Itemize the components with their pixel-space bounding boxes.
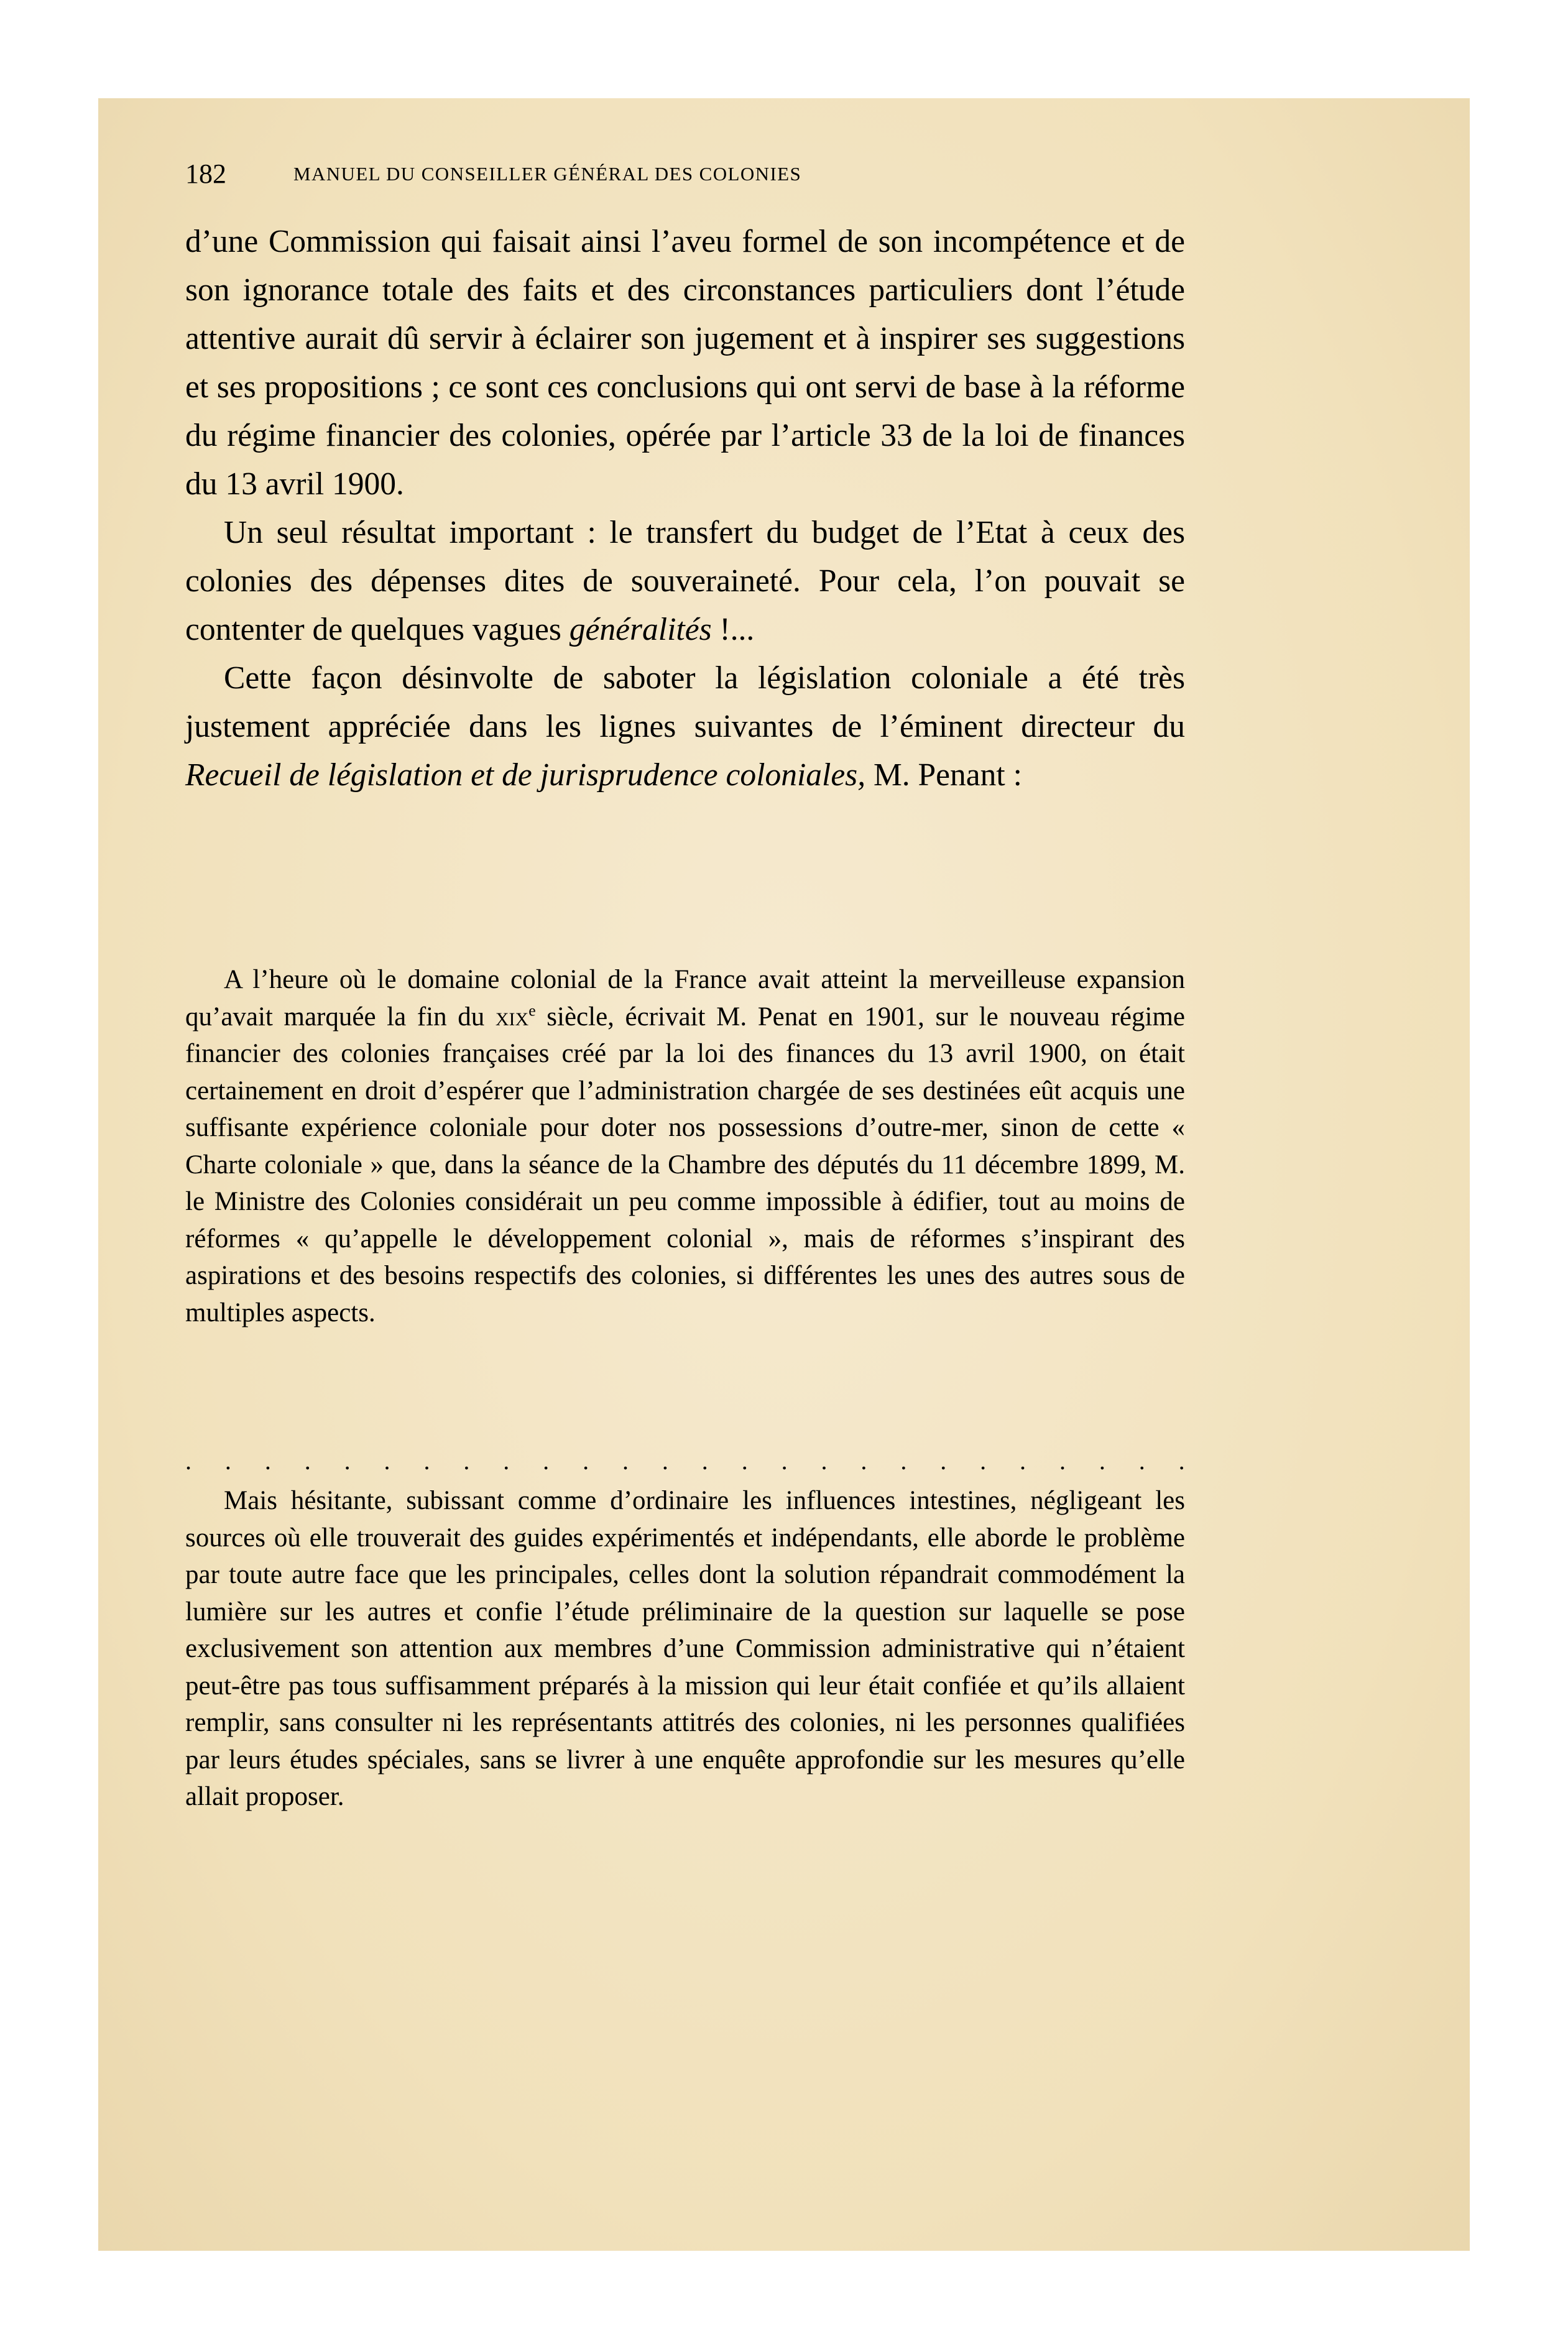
ellipsis-dot: .	[980, 1449, 987, 1474]
century-numeral: xix	[495, 1002, 529, 1031]
paragraph-3-italic: Recueil de législation et de jurisprudence coloniales,	[185, 757, 866, 793]
ellipsis-dot: .	[264, 1449, 271, 1474]
paragraph-2-text: Un seul résultat important : le transfert du budget de l’Etat à ceux des colonies des dépenses dites de souveraineté. Pour cela, l’on pouvait se contenter de quelques vagues	[185, 515, 1185, 647]
ellipsis-dot: .	[1020, 1449, 1026, 1474]
running-head	[185, 155, 1185, 193]
paragraph-3-end: M. Penant :	[865, 757, 1022, 793]
quote-paragraph-1	[185, 961, 1185, 1331]
ellipsis-dot: .	[821, 1449, 828, 1474]
ellipsis-dot: .	[185, 1449, 191, 1474]
ellipsis-dot: .	[781, 1449, 788, 1474]
ellipsis-dot: .	[1059, 1449, 1066, 1474]
ellipsis-dot: .	[940, 1449, 947, 1474]
quote-paragraph-2: Mais hésitante, subissant comme d’ordinaire les influences intestines, négligeant les sources où elle trouverait des guides expérimentés et indépendants, elle aborde le problème par toute autre face que les principales, celles dont la solution répandrait commodément la lumière sur les autres et confie l’étude préliminaire de la question sur laquelle se pose exclusivement son attention aux membres d’une Commission administrative qui n’étaient peut-être pas tous suffisamment préparés à la mission qui leur était confiée et qu’ils allaient remplir, sans consulter ni les représentants attitrés des colonies, ni les personnes qualifiées par leurs études spéciales, sans se livrer à une enquête approfondie sur les mesures qu’elle allait proposer.	[185, 1486, 1185, 1811]
ellipsis-dot: .	[741, 1449, 748, 1474]
ellipsis-dot: .	[701, 1449, 708, 1474]
running-title: MANUEL DU CONSEILLER GÉNÉRAL DES COLONIES	[293, 163, 802, 185]
ellipsis-dot: .	[503, 1449, 510, 1474]
paragraph-3-text: Cette façon désinvolte de saboter la législation coloniale a été très justement appréciée dans les lignes suivantes de l’éminent directeur du	[185, 660, 1185, 744]
ellipsis-dot: .	[900, 1449, 907, 1474]
ellipsis-dot: .	[1099, 1449, 1105, 1474]
paragraph-1: d’une Commission qui faisait ainsi l’aveu formel de son incompétence et de son ignorance totale des faits et des circonstances particuliers dont l’étude attentive aurait dû servir à éclairer son jugement et à inspirer ses suggestions et ses propositions ; ce sont ces conclusions qui ont servi de base à la réforme du régime financier des colonies, opérée par l’article 33 de la loi de finances du 13 avril 1900.	[185, 224, 1185, 502]
quote-1-before: A l’heure où le domaine colonial de la France avait atteint la merveilleuse expansion qu’avait marquée la fin du	[185, 965, 1185, 1031]
ellipsis-dot: .	[662, 1449, 668, 1474]
ellipsis-dot: .	[622, 1449, 629, 1474]
century-superscript: e	[528, 1001, 536, 1020]
ellipsis-dot: .	[543, 1449, 550, 1474]
paragraph-2-italic: généralités	[569, 612, 712, 647]
ellipsis-dot: .	[860, 1449, 867, 1474]
paragraph-2-end: !...	[711, 612, 755, 647]
ellipsis-dot: .	[384, 1449, 390, 1474]
ellipsis-dot: .	[463, 1449, 470, 1474]
ellipsis-dot: .	[344, 1449, 351, 1474]
page-number: 182	[185, 159, 226, 189]
ellipsis-dot: .	[1138, 1449, 1145, 1474]
ellipsis-dot: .	[1178, 1449, 1185, 1474]
block-quote-1	[185, 961, 1185, 1331]
paragraph-2	[185, 509, 1185, 654]
ellipsis-dots	[185, 1449, 1185, 1474]
paragraph-3	[185, 654, 1185, 800]
ellipsis-dot: .	[423, 1449, 430, 1474]
block-quote-2	[185, 1482, 1185, 1816]
ellipsis-dot: .	[583, 1449, 589, 1474]
ellipsis-dot: .	[304, 1449, 311, 1474]
quote-1-after: siècle, écrivait M. Penat en 1901, sur le nouveau régime financier des colonies françaises créé par la loi des finances du 13 avril 1900, on était certainement en droit d’espérer que l’administration chargée de ses destinées eût acquis une suffisante expérience coloniale pour doter nos possessions d’outre-mer, sinon de cette « Charte coloniale » que, dans la séance de la Chambre des députés du 11 décembre 1899, M. le Ministre des Colonies considérait un peu comme impossible à édifier, tout au moins de réformes « qu’appelle le développement colonial », mais de réformes s’inspirant des aspirations et des besoins respectifs des colonies, si différentes les unes des autres sous de multiples aspects.	[185, 1002, 1185, 1327]
main-text	[185, 218, 1185, 800]
ellipsis-dot: .	[224, 1449, 231, 1474]
